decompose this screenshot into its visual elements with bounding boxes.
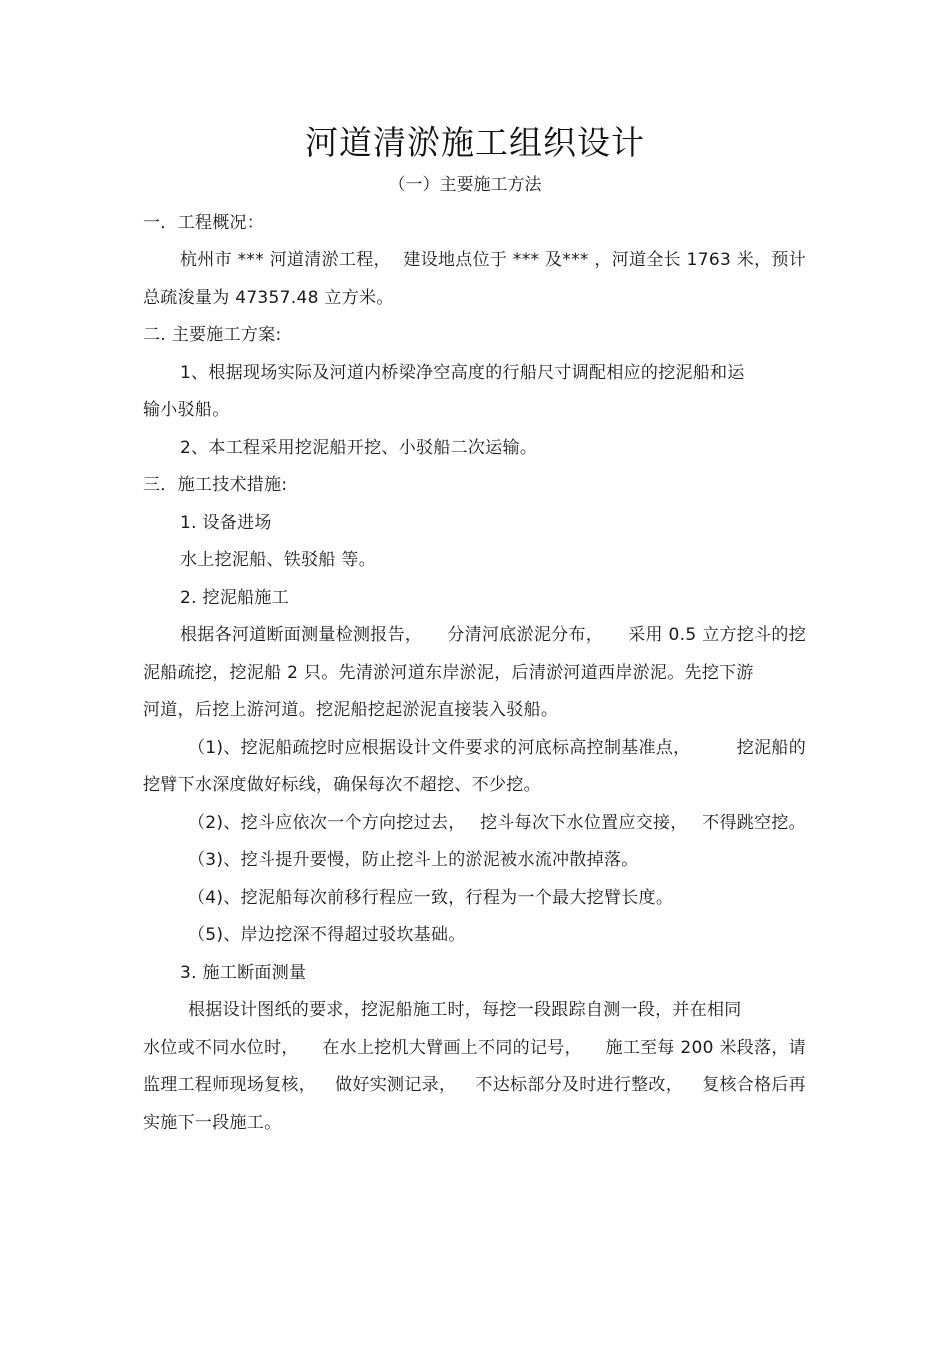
paragraph-line: 泥船疏挖，挖泥船 2 只。先清淤河道东岸淤泥，后清淤河道西岸淤泥。先挖下游 <box>143 663 754 683</box>
paragraph-line: 输小驳船。 <box>143 400 230 420</box>
subsection-heading-dredger: 2. 挖泥船施工 <box>180 588 290 608</box>
document-title: 河道清淤施工组织设计 <box>305 123 645 162</box>
paragraph-line: 2、本工程采用挖泥船开挖、小驳船二次运输。 <box>180 438 538 458</box>
paragraph-line: 实施下一段施工。 <box>143 1113 282 1133</box>
paragraph-line <box>180 249 806 271</box>
paragraph-line: 1、根据现场实际及河道内桥梁净空高度的行船尺寸调配相应的挖泥船和运 <box>180 363 745 383</box>
text-segment: 挖斗每次下水位置应交接， <box>480 813 688 833</box>
text-segment: 复核合格后再 <box>702 1075 806 1095</box>
text-segment: 根据各河道断面测量检测报告， <box>180 625 423 645</box>
paragraph-line <box>143 1037 806 1059</box>
text-segment: 不达标部分及时进行整改， <box>475 1075 684 1095</box>
subsection-heading-equipment: 1. 设备进场 <box>180 513 272 533</box>
paragraph-line: 河道，后挖上游河道。挖泥船挖起淤泥直接装入驳船。 <box>143 700 559 720</box>
paragraph-line: （5)、岸边挖深不得超过驳坎基础。 <box>188 925 466 945</box>
text-segment: 分清河底淤泥分布， <box>447 625 604 645</box>
text-segment: 采用 0.5 立方挖斗的挖 <box>628 625 806 645</box>
text-segment: 施工至每 200 米段落，请 <box>605 1038 806 1058</box>
text-segment: 监理工程师现场复核， <box>143 1075 316 1095</box>
paragraph-line: 水上挖泥船、铁驳船 等。 <box>180 550 377 570</box>
paragraph-line: 挖臂下水深度做好标线，确保每次不超挖、不少挖。 <box>143 775 541 795</box>
text-segment: 杭州市 *** 河道清淤工程， <box>180 250 391 270</box>
paragraph-line: （3)、挖斗提升要慢，防止挖斗上的淤泥被水流冲散掉落。 <box>188 850 639 870</box>
text-segment: 挖泥船的 <box>736 738 806 758</box>
section-heading-plan: 二. 主要施工方案: <box>143 325 282 345</box>
text-segment: （1)、挖泥船疏挖时应根据设计文件要求的河底标高控制基准点， <box>188 738 691 758</box>
paragraph-line <box>180 624 806 646</box>
section-heading-overview: 一．工程概况： <box>143 213 265 233</box>
text-segment: （2)、挖斗应依次一个方向挖过去， <box>188 813 466 833</box>
subsection-heading-survey: 3. 施工断面测量 <box>180 963 307 983</box>
paragraph-line: （4)、挖泥船每次前移行程应一致，行程为一个最大挖臂长度。 <box>188 888 674 908</box>
section-heading-measures: 三．施工技术措施: <box>143 475 288 495</box>
document-subtitle: （一）主要施工方法 <box>388 175 542 195</box>
text-segment: 建设地点位于 *** 及*** ，河道全长 1763 米，预计 <box>403 250 806 270</box>
text-segment: 不得跳空挖。 <box>702 813 806 833</box>
text-segment: 水位或不同水位时， <box>143 1038 299 1058</box>
text-segment: 在水上挖机大臂画上不同的记号， <box>322 1038 582 1058</box>
paragraph-line <box>143 1074 806 1096</box>
paragraph-line <box>188 737 806 759</box>
paragraph-line: 根据设计图纸的要求，挖泥船施工时，每挖一段跟踪自测一段，并在相同 <box>188 1000 742 1020</box>
paragraph-line: 总疏浚量为 47357.48 立方米。 <box>143 288 394 308</box>
text-segment: 做好实测记录， <box>335 1075 457 1095</box>
paragraph-line <box>188 812 806 834</box>
